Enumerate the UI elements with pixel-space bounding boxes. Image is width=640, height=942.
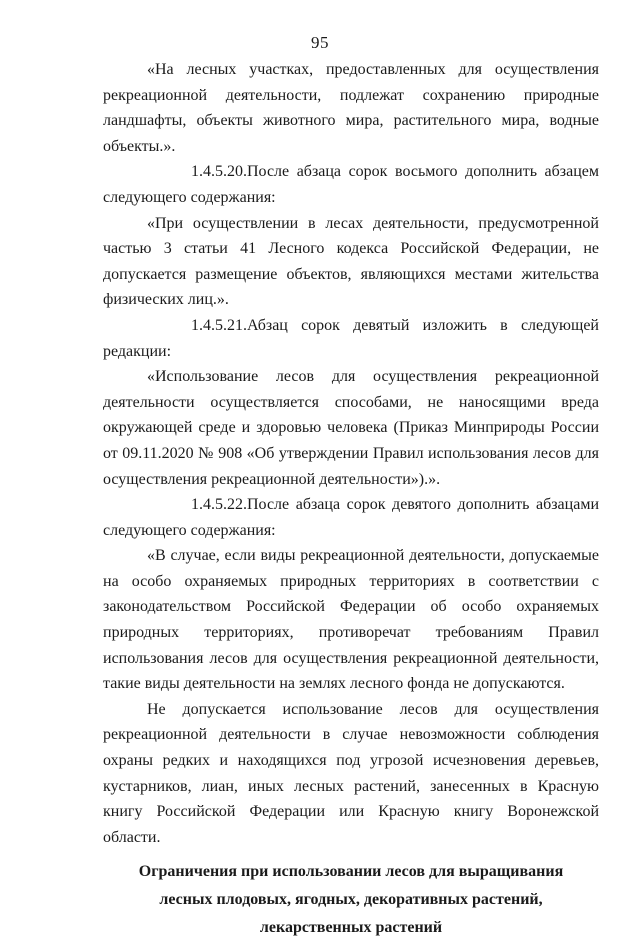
section-heading-line-2: лесных плодовых, ягодных, декоративных растений,: [159, 891, 543, 909]
paragraph-quote-protected-areas: «В случае, если виды рекреационной деятельности, допускаемые на особо охраняемых природных территориях в соответствии с законодательством Российской Федерации об особо охраняемых природных территориях, противоречат требованиям Правил использования лесов для осуществления рекреационной деятельности, такие виды деятельности на землях лесного фонда не допускаются.: [103, 547, 599, 693]
paragraph-item-1-4-5-22: [103, 492, 599, 543]
document-body: [103, 57, 599, 942]
paragraph-item-1-4-5-20: [103, 159, 599, 210]
paragraph-rare-species: Не допускается использование лесов для осуществления рекреационной деятельности в случае невозможности соблюдения охраны редких и находящихся под угрозой исчезновения деревьев, кустарников, лиан, иных лесных растений, занесенных в Красную книгу Российской Федерации или Красную книгу Воронежской области.: [103, 700, 599, 846]
item-number: 1.4.5.21.: [191, 316, 247, 334]
paragraph-quote-forest-code: «При осуществлении в лесах деятельности, предусмотренной частью 3 статьи 41 Лесного кодекса Российской Федерации, не допускается размещение объектов, являющихся местами жительства физических лиц.».: [103, 214, 599, 309]
paragraph-quote-recreational-plots: «На лесных участках, предоставленных для осуществления рекреационной деятельности, подлежат сохранению природные ландшафты, объекты животного мира, растительного мира, водные объекты.».: [103, 61, 599, 155]
page-number: 95: [311, 33, 329, 52]
section-heading-line-1: Ограничения при использовании лесов для выращивания: [138, 863, 564, 881]
paragraph-quote-forest-use: «Использование лесов для осуществления рекреационной деятельности осуществляется способами, не наносящими вреда окружающей среде и здоровью человека (Приказ Минприроды России от 09.11.2020 № 908 «Об утверждении Правил использования лесов для осуществления рекреационной деятельности»).».: [103, 368, 599, 488]
section-heading: [103, 858, 599, 942]
item-number: 1.4.5.20.: [191, 163, 247, 181]
paragraph-item-1-4-5-21: [103, 313, 599, 364]
item-number: 1.4.5.22.: [191, 496, 247, 514]
item-text: После абзаца сорок восьмого дополнить абзацем следующего содержания:: [103, 163, 599, 206]
item-text: Абзац сорок девятый изложить в следующей редакции:: [103, 316, 599, 360]
item-text: После абзаца сорок девятого дополнить абзацами следующего содержания:: [103, 496, 599, 539]
section-heading-line-3: лекарственных растений: [259, 919, 443, 937]
